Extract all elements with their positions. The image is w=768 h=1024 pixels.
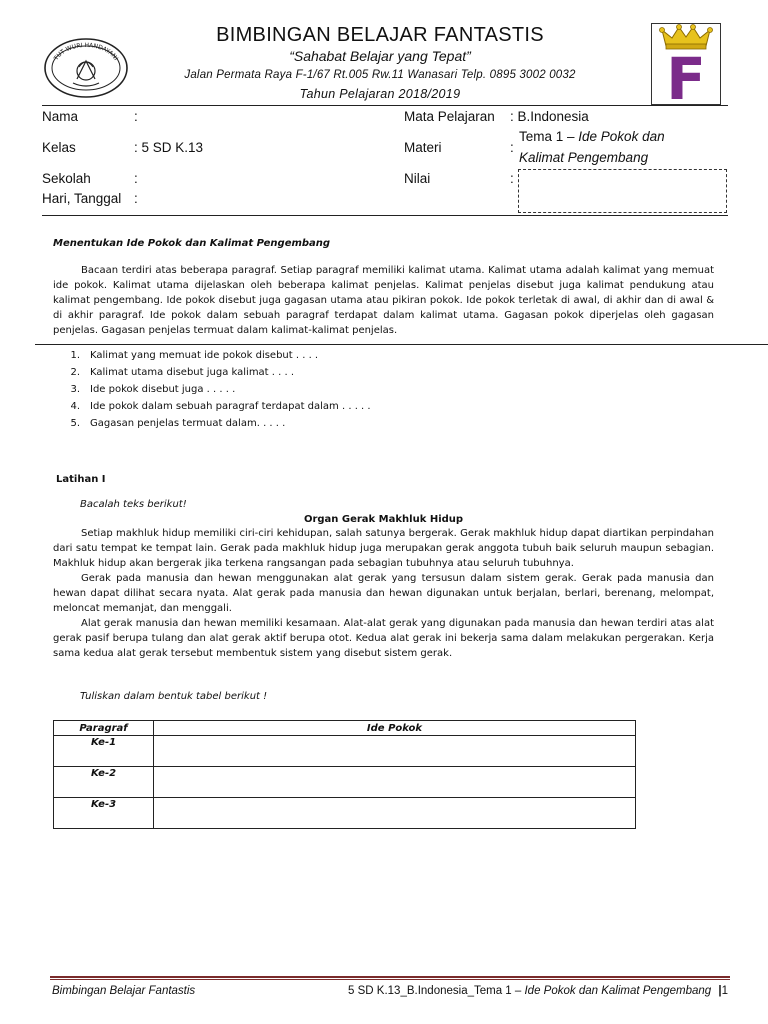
table-row (54, 736, 636, 767)
nama-colon: : (134, 109, 138, 124)
ide-pokok-answer-cell[interactable] (154, 798, 636, 829)
materi-colon: : (510, 140, 514, 155)
section-divider (35, 344, 768, 345)
institution-title: BIMBINGAN BELAJAR FANTASTIS (216, 24, 544, 46)
row-label: Ke-1 (54, 736, 154, 767)
question-item: 3. Ide pokok disebut juga . . . . . (70, 384, 236, 395)
fantastis-crown-logo (651, 23, 721, 105)
footer-left: Bimbingan Belajar Fantastis (52, 985, 196, 997)
story-paragraph-3: Alat gerak manusia dan hewan memiliki kesamaan. Alat-alat gerak yang digunakan pada manusia dan hewan terdiri atas alat gerak pasif berupa tulang dan alat gerak aktif berupa otot. Kedua alat gerak ini bekerja sama dalam melakukan pergerakan. Kerja sama kedua alat gerak tersebut membentuk sistem yang disebut sistem gerak. (53, 618, 714, 659)
materi-value-line1: Tema 1 – Ide Pokok dan (519, 129, 665, 144)
row-label: Ke-2 (54, 767, 154, 798)
question-item: 1. Kalimat yang memuat ide pokok disebut . . . . (70, 350, 319, 361)
section-heading: Menentukan Ide Pokok dan Kalimat Pengembang (53, 238, 331, 249)
kelas-value: : 5 SD K.13 (134, 140, 204, 155)
nilai-score-box[interactable] (518, 169, 727, 213)
materi-label: Materi (404, 140, 442, 155)
question-item: 2. Kalimat utama disebut juga kalimat . . . . (70, 367, 295, 378)
answer-table (53, 720, 636, 829)
story-paragraph-2: Gerak pada manusia dan hewan menggunakan alat gerak yang tersusun dalam sistem gerak. Gerak pada manusia dan hewan dapat dilihat secara nyata. Alat gerak pada manusia dan hewan digunakan untuk berjalan, berlari, berenang, melompat, meloncat memanjat, dan menggali. (53, 573, 714, 614)
intro-paragraph: Bacaan terdiri atas beberapa paragraf. Setiap paragraf memiliki kalimat utama. Kalimat utama adalah kalimat yang memuat ide pokok. Kalimat utama dijelaskan oleh beberapa kalimat penjelas. Kalimat penjelas disebut juga kalimat pendukung atau kalimat pengembang. Ide pokok disebut juga gagasan utama atau pikiran pokok. Ide pokok terletak di awal, di akhir dan di awal & di akhir paragraf. Ide pokok dalam sebuah paragraf terdapat dalam kalimat utama. Gagasan pokok diperjelas oleh gagasan penjelas. Gagasan penjelas termuat dalam kalimat-kalimat penjelas. (53, 265, 714, 336)
mata-pelajaran-value: : B.Indonesia (510, 109, 589, 124)
tut-wuri-handayani-logo (43, 37, 129, 99)
materi-value-line2: Kalimat Pengembang (519, 150, 649, 165)
story-paragraph-1: Setiap makhluk hidup memiliki ciri-ciri kehidupan, salah satunya bergerak. Gerak makhluk hidup dapat diartikan perpindahan dari satu tempat ke tempat lain. Gerak pada makhluk hidup juga merupakan gerak anggota tubuh baik seluruh maupun sebagian. Makhluk hidup akan bergerak jika terkena rangsangan pada sebagian tubuhnya atau seluruh tubuhnya. (53, 528, 714, 569)
svg-text:TUT WURI HANDAYANI: TUT WURI HANDAYANI (52, 41, 120, 62)
svg-text:F: F (666, 45, 706, 104)
table-row (54, 798, 636, 829)
info-divider (42, 215, 728, 216)
nilai-label: Nilai (404, 171, 431, 186)
question-item: 5. Gagasan penjelas termuat dalam. . . . . (70, 418, 286, 429)
kelas-label: Kelas (42, 140, 76, 155)
col-ide-pokok-header: Ide Pokok (154, 721, 636, 736)
latihan-heading: Latihan I (56, 474, 106, 485)
ide-pokok-answer-cell[interactable] (154, 736, 636, 767)
hari-tanggal-colon: : (134, 191, 138, 206)
sekolah-colon: : (134, 171, 138, 186)
mata-pelajaran-label: Mata Pelajaran (404, 109, 495, 124)
footer-right: 5 SD K.13_B.Indonesia_Tema 1 – Ide Pokok dan Kalimat Pengembang |1 (348, 985, 728, 997)
academic-year: Tahun Pelajaran 2018/2019 (299, 87, 461, 101)
story-body (53, 526, 714, 661)
tagline: “Sahabat Belajar yang Tepat” (289, 48, 471, 64)
table-row (54, 767, 636, 798)
nilai-colon: : (510, 171, 514, 186)
header-divider (42, 105, 728, 106)
footer-rule-thin (50, 979, 730, 980)
sekolah-label: Sekolah (42, 171, 91, 186)
address: Jalan Permata Raya F-1/67 Rt.005 Rw.11 Wanasari Telp. 0895 3002 0032 (184, 69, 576, 81)
table-instruction: Tuliskan dalam bentuk tabel berikut ! (80, 691, 268, 702)
latihan-instruction: Bacalah teks berikut! (80, 499, 187, 510)
table-header-row (54, 721, 636, 736)
story-title: Organ Gerak Makhluk Hidup (303, 514, 464, 525)
nama-label: Nama (42, 109, 79, 124)
col-paragraf-header: Paragraf (54, 721, 154, 736)
footer-rule (50, 976, 730, 978)
page-number: 1 (721, 985, 728, 997)
ide-pokok-answer-cell[interactable] (154, 767, 636, 798)
row-label: Ke-3 (54, 798, 154, 829)
hari-tanggal-label: Hari, Tanggal (42, 191, 122, 206)
question-list (54, 348, 654, 433)
question-item: 4. Ide pokok dalam sebuah paragraf terdapat dalam . . . . . (70, 401, 371, 412)
